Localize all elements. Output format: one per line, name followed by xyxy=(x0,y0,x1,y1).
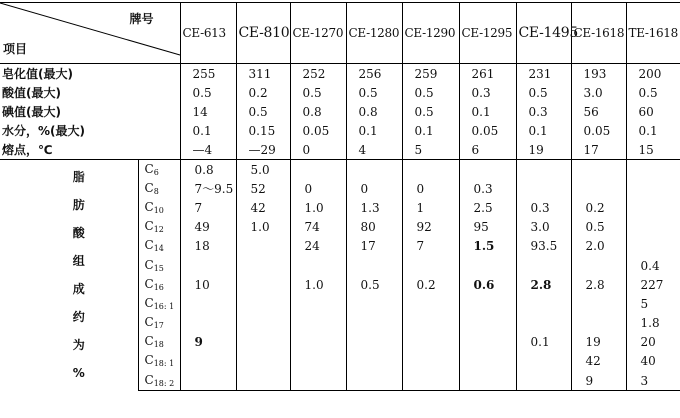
group-label-char: 成 xyxy=(72,282,85,297)
composition-value: 1.0 xyxy=(290,275,346,294)
property-value: 15 xyxy=(626,140,680,160)
property-value: 0.05 xyxy=(571,121,626,140)
composition-value: 19 xyxy=(571,333,626,352)
composition-value: 2.8 xyxy=(571,275,626,294)
column-header: CE-1495 xyxy=(516,3,571,64)
property-value: 0.1 xyxy=(516,121,571,140)
composition-value xyxy=(402,333,459,352)
property-row xyxy=(0,121,680,140)
property-value: 0.1 xyxy=(346,121,402,140)
composition-value xyxy=(346,256,402,275)
composition-value: 0 xyxy=(290,179,346,198)
brand-label: 牌号 xyxy=(129,12,154,26)
composition-value: 1.0 xyxy=(290,198,346,217)
group-label-char: % xyxy=(72,366,85,381)
composition-value: 0.3 xyxy=(459,179,516,198)
composition-value: 1.3 xyxy=(346,198,402,217)
composition-value xyxy=(516,371,571,391)
composition-value: 80 xyxy=(346,218,402,237)
composition-value: 5.0 xyxy=(236,160,290,180)
composition-value xyxy=(626,160,680,180)
composition-value xyxy=(290,333,346,352)
carbon-chain-label: $C_6$ xyxy=(138,160,180,180)
composition-value xyxy=(236,314,290,333)
property-value: 200 xyxy=(626,64,680,84)
property-value: 231 xyxy=(516,64,571,84)
composition-value xyxy=(236,352,290,371)
property-value: 0.5 xyxy=(402,102,459,121)
composition-value: 227 xyxy=(626,275,680,294)
carbon-chain-label: $C_{14}$ xyxy=(138,237,180,256)
composition-value xyxy=(346,314,402,333)
composition-value xyxy=(236,333,290,352)
composition-value: 52 xyxy=(236,179,290,198)
composition-value: 0.3 xyxy=(516,198,571,217)
composition-value: 0.2 xyxy=(571,198,626,217)
composition-value xyxy=(346,294,402,313)
group-label-char: 脂 xyxy=(72,170,85,185)
composition-value: 42 xyxy=(571,352,626,371)
composition-value: 24 xyxy=(290,237,346,256)
composition-value xyxy=(290,294,346,313)
composition-value xyxy=(180,314,236,333)
carbon-chain-label: $C_{16: 1}$ xyxy=(138,294,180,313)
composition-value xyxy=(402,371,459,391)
composition-value xyxy=(180,294,236,313)
property-value: 0.1 xyxy=(459,102,516,121)
composition-value xyxy=(571,256,626,275)
composition-value: 17 xyxy=(346,237,402,256)
composition-value xyxy=(459,371,516,391)
composition-value xyxy=(516,294,571,313)
composition-value: 7～9.5 xyxy=(180,179,236,198)
composition-value: 20 xyxy=(626,333,680,352)
composition-value xyxy=(459,352,516,371)
property-label: 水分，%(最大) xyxy=(2,123,85,138)
composition-value: 7 xyxy=(180,198,236,217)
property-row xyxy=(0,102,680,121)
composition-value xyxy=(402,352,459,371)
fatty-acid-group-label xyxy=(0,160,138,391)
property-value: 0.5 xyxy=(402,83,459,102)
property-value: 252 xyxy=(290,64,346,84)
composition-value xyxy=(346,352,402,371)
column-header: CE-1290 xyxy=(402,3,459,64)
property-value: 256 xyxy=(346,64,402,84)
composition-value xyxy=(290,160,346,180)
composition-value: 92 xyxy=(402,218,459,237)
composition-value: 18 xyxy=(180,237,236,256)
composition-value: 0.6 xyxy=(459,275,516,294)
composition-value xyxy=(236,371,290,391)
composition-value: 0.2 xyxy=(402,275,459,294)
property-value: 259 xyxy=(402,64,459,84)
property-value: 0.05 xyxy=(290,121,346,140)
composition-value xyxy=(290,256,346,275)
property-value: 0.8 xyxy=(346,102,402,121)
composition-value xyxy=(571,314,626,333)
composition-value xyxy=(626,198,680,217)
group-label-char: 肪 xyxy=(72,198,85,213)
composition-value: 3 xyxy=(626,371,680,391)
composition-value: 5 xyxy=(626,294,680,313)
property-value: —29 xyxy=(236,140,290,160)
composition-value xyxy=(236,256,290,275)
composition-value xyxy=(180,371,236,391)
composition-value xyxy=(571,294,626,313)
property-value: 311 xyxy=(236,64,290,84)
column-header: CE-613 xyxy=(180,3,236,64)
composition-value xyxy=(516,160,571,180)
composition-value xyxy=(459,314,516,333)
property-row xyxy=(0,140,680,160)
property-label: 酸值(最大) xyxy=(2,85,61,100)
property-value: 14 xyxy=(180,102,236,121)
composition-value: 0 xyxy=(346,179,402,198)
composition-value: 3.0 xyxy=(516,218,571,237)
composition-value xyxy=(571,179,626,198)
group-label-char: 为 xyxy=(72,338,85,353)
property-row xyxy=(0,64,680,84)
column-header: CE-1270 xyxy=(290,3,346,64)
composition-value xyxy=(626,179,680,198)
composition-value xyxy=(180,256,236,275)
fatty-ester-spec-table xyxy=(0,2,680,391)
composition-value xyxy=(402,256,459,275)
composition-value xyxy=(516,314,571,333)
composition-value xyxy=(516,256,571,275)
composition-value: 9 xyxy=(180,333,236,352)
property-value: 0.5 xyxy=(626,83,680,102)
column-header: TE-1618 xyxy=(626,3,680,64)
composition-value xyxy=(346,333,402,352)
composition-value: 42 xyxy=(236,198,290,217)
column-header: CE-1295 xyxy=(459,3,516,64)
composition-value xyxy=(346,371,402,391)
property-value: 17 xyxy=(571,140,626,160)
header-row xyxy=(0,3,680,64)
composition-value xyxy=(402,314,459,333)
composition-value: 0.1 xyxy=(516,333,571,352)
property-value: 4 xyxy=(346,140,402,160)
carbon-chain-label: $C_{18: 2}$ xyxy=(138,371,180,391)
composition-value: 0.4 xyxy=(626,256,680,275)
fatty-acid-row xyxy=(0,160,680,180)
composition-value xyxy=(236,275,290,294)
composition-value xyxy=(290,314,346,333)
property-value: 0.5 xyxy=(236,102,290,121)
property-value: 0.1 xyxy=(180,121,236,140)
composition-value: 1.0 xyxy=(236,218,290,237)
property-value: 0.5 xyxy=(180,83,236,102)
composition-value: 40 xyxy=(626,352,680,371)
composition-value xyxy=(402,160,459,180)
composition-value xyxy=(346,160,402,180)
carbon-chain-label: $C_{16}$ xyxy=(138,275,180,294)
composition-value xyxy=(516,352,571,371)
column-header: CE-1280 xyxy=(346,3,402,64)
composition-value xyxy=(459,256,516,275)
property-value: 0.8 xyxy=(290,102,346,121)
group-label-char: 组 xyxy=(72,254,85,269)
composition-value: 95 xyxy=(459,218,516,237)
composition-value: 7 xyxy=(402,237,459,256)
property-row xyxy=(0,83,680,102)
property-value: 0 xyxy=(290,140,346,160)
composition-value xyxy=(571,160,626,180)
property-value: 0.1 xyxy=(402,121,459,140)
property-value: 0.05 xyxy=(459,121,516,140)
property-value: 0.5 xyxy=(346,83,402,102)
composition-value: 2.0 xyxy=(571,237,626,256)
composition-value: 0.5 xyxy=(346,275,402,294)
property-value: 6 xyxy=(459,140,516,160)
composition-value: 9 xyxy=(571,371,626,391)
composition-value xyxy=(459,160,516,180)
property-value: 0.15 xyxy=(236,121,290,140)
composition-value xyxy=(180,352,236,371)
composition-value xyxy=(626,218,680,237)
property-label: 碘值(最大) xyxy=(2,104,61,119)
property-value: 0.2 xyxy=(236,83,290,102)
property-value: 19 xyxy=(516,140,571,160)
carbon-chain-label: $C_{18}$ xyxy=(138,333,180,352)
property-value: 193 xyxy=(571,64,626,84)
property-value: 0.3 xyxy=(516,102,571,121)
composition-value xyxy=(626,237,680,256)
composition-value xyxy=(236,294,290,313)
composition-value xyxy=(516,179,571,198)
column-header: CE-1618 xyxy=(571,3,626,64)
composition-value: 0.5 xyxy=(571,218,626,237)
carbon-chain-label: $C_{18: 1}$ xyxy=(138,352,180,371)
property-value: 0.3 xyxy=(459,83,516,102)
item-label: 项目 xyxy=(3,42,28,56)
carbon-chain-label: $C_{17}$ xyxy=(138,314,180,333)
property-value: 60 xyxy=(626,102,680,121)
property-label: 熔点，℃ xyxy=(2,142,53,157)
composition-value xyxy=(236,237,290,256)
property-value: 255 xyxy=(180,64,236,84)
composition-value: 1 xyxy=(402,198,459,217)
composition-value: 0 xyxy=(402,179,459,198)
property-label: 皂化值(最大) xyxy=(2,66,73,81)
property-value: 261 xyxy=(459,64,516,84)
composition-value: 10 xyxy=(180,275,236,294)
composition-value xyxy=(459,294,516,313)
composition-value: 2.8 xyxy=(516,275,571,294)
composition-value: 74 xyxy=(290,218,346,237)
composition-value: 2.5 xyxy=(459,198,516,217)
property-value: 0.5 xyxy=(290,83,346,102)
composition-value xyxy=(290,371,346,391)
property-value: 0.5 xyxy=(516,83,571,102)
composition-value: 49 xyxy=(180,218,236,237)
composition-value: 1.8 xyxy=(626,314,680,333)
carbon-chain-label: $C_8$ xyxy=(138,179,180,198)
property-value: 56 xyxy=(571,102,626,121)
carbon-chain-label: $C_{10}$ xyxy=(138,198,180,217)
composition-value xyxy=(290,352,346,371)
carbon-chain-label: $C_{12}$ xyxy=(138,218,180,237)
corner-cell xyxy=(0,3,180,64)
property-value: 5 xyxy=(402,140,459,160)
property-value: —4 xyxy=(180,140,236,160)
carbon-chain-label: $C_{15}$ xyxy=(138,256,180,275)
composition-value: 1.5 xyxy=(459,237,516,256)
composition-value xyxy=(459,333,516,352)
property-value: 0.1 xyxy=(626,121,680,140)
composition-value: 0.8 xyxy=(180,160,236,180)
group-label-char: 约 xyxy=(72,310,85,325)
property-value: 3.0 xyxy=(571,83,626,102)
column-header: CE-810 xyxy=(236,3,290,64)
composition-value xyxy=(402,294,459,313)
composition-value: 93.5 xyxy=(516,237,571,256)
group-label-char: 酸 xyxy=(72,226,85,241)
